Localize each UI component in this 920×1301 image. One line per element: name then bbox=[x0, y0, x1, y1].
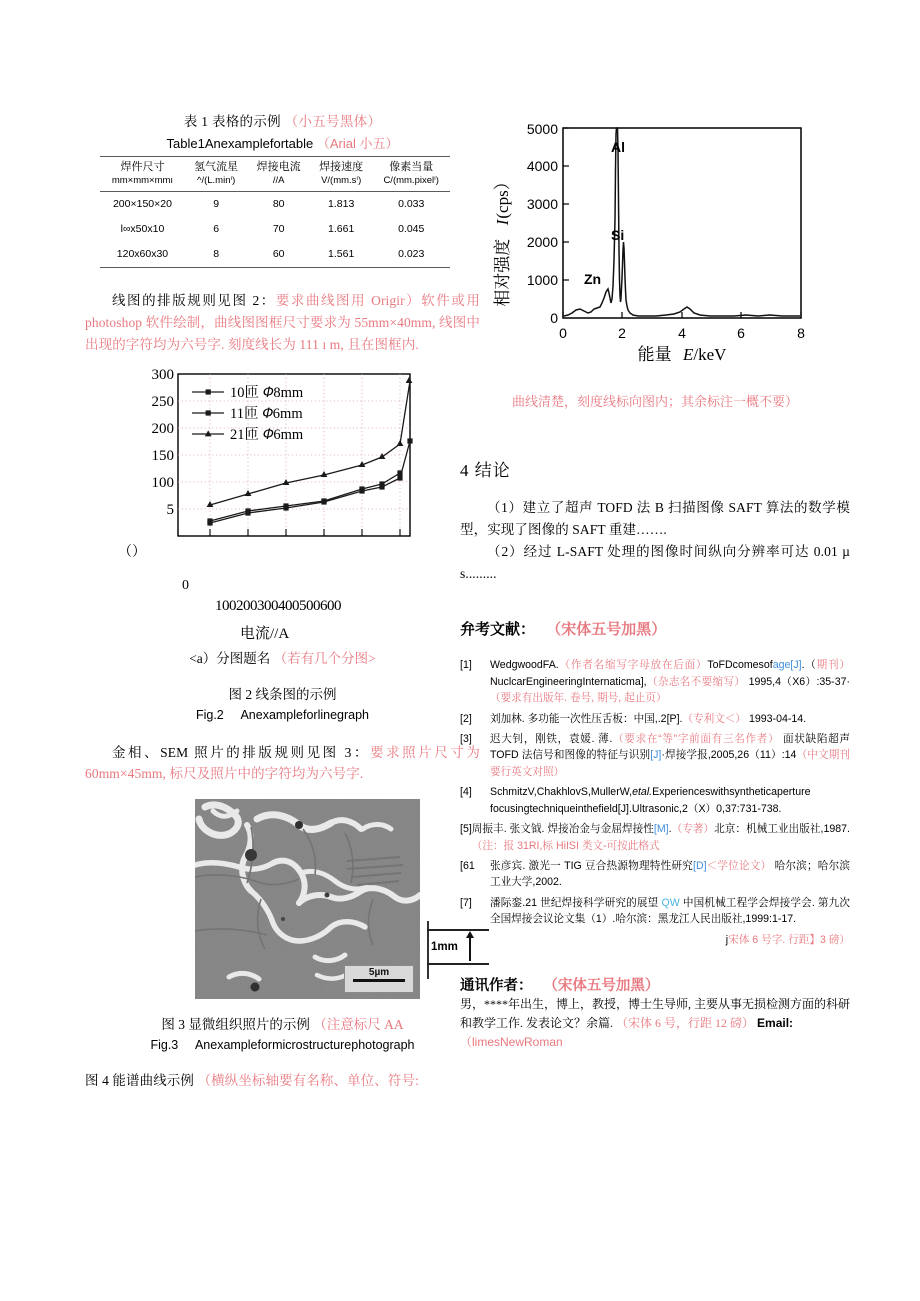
peak-label-si: Si bbox=[611, 227, 625, 243]
table-header-cell bbox=[100, 157, 185, 192]
reference-run: . bbox=[668, 823, 672, 836]
reference-item bbox=[460, 784, 850, 817]
table-cell: 60 bbox=[247, 242, 310, 268]
reference-text bbox=[490, 731, 850, 780]
svg-text:200: 200 bbox=[151, 420, 174, 437]
reference-run: （中文期刊要行英文对照） bbox=[490, 749, 850, 778]
references-heading-red: （宋体五号加黑） bbox=[546, 622, 667, 639]
micrograph-block bbox=[195, 799, 458, 999]
paragraph-linegraph-rules bbox=[85, 290, 480, 356]
spectrum-figure bbox=[460, 110, 845, 365]
reference-run: [M] bbox=[653, 823, 669, 836]
reference-item bbox=[460, 657, 850, 706]
header-line-1: 焊接速度 bbox=[319, 161, 364, 173]
corresponding-author-body bbox=[460, 995, 850, 1053]
table-cell: 0.023 bbox=[372, 242, 450, 268]
corresponding-author-format-note: （宋体 6 号，行距 12 磅） bbox=[616, 1016, 755, 1031]
figure-3-label: Fig.3 bbox=[150, 1038, 179, 1053]
table-title-en-note: （Arial 小五） bbox=[316, 136, 399, 151]
spectrum-x-ticks bbox=[559, 325, 805, 341]
references-footnote bbox=[460, 932, 850, 948]
reference-run: ·焊接学报,2005,26（11）:14 bbox=[661, 749, 797, 762]
paragraph-photo-red: 要求照片尺寸为 60mm×45mm, 标尺及照片中的字符均为六号字. bbox=[85, 744, 480, 782]
table-cell: l∞x50x10 bbox=[120, 223, 165, 236]
paragraph-photo-black: 金相、SEM 照片的排版规则见图 3： bbox=[112, 744, 371, 760]
references-footnote-red: 宋体 6 号字. 行距】3 磅） bbox=[728, 933, 850, 946]
table-header-cell bbox=[185, 157, 248, 192]
references-heading-black: 弁考文献： bbox=[460, 622, 536, 639]
email-label: Email: bbox=[757, 1016, 794, 1031]
table-1-block bbox=[85, 110, 480, 268]
section-4-title: 结论 bbox=[474, 461, 511, 480]
table-cell: 1.813 bbox=[328, 198, 355, 211]
references-footnote-black: j bbox=[725, 933, 729, 946]
chart-zero-label: 0 bbox=[182, 577, 189, 593]
reference-number: [4] bbox=[460, 786, 472, 799]
reference-run: ＜学位论文） bbox=[706, 859, 772, 872]
figure-3-caption-en bbox=[85, 1038, 480, 1052]
section-4-number: 4 bbox=[460, 461, 470, 480]
left-column bbox=[85, 110, 480, 1092]
svg-text:4: 4 bbox=[678, 325, 686, 341]
reference-number: [1] bbox=[460, 659, 472, 672]
corresponding-author-heading bbox=[460, 974, 850, 995]
reference-number: [2] bbox=[460, 712, 472, 725]
reference-text bbox=[490, 895, 850, 928]
svg-text:6: 6 bbox=[737, 325, 745, 341]
svg-text:5: 5 bbox=[166, 501, 174, 518]
reference-run: （专著） bbox=[671, 823, 715, 836]
table-row bbox=[100, 242, 450, 268]
header-line-2: //A bbox=[272, 174, 285, 186]
reference-run: 北京：机械工业出版社,1987. bbox=[714, 823, 851, 836]
paragraph-red-part: 要求曲线图用 Origir）软件或用 photoshop 软件绘制，曲线图图框尺寸要求为 55mm×40mm, 线图中出现的字符均为六号字. 刻度线长为 111 ı m, 且在图框内. bbox=[85, 293, 480, 352]
reference-run: 1993-04-14. bbox=[746, 712, 807, 725]
figure-3-caption-black: 图 3 显微组织照片的示例 bbox=[161, 1017, 310, 1033]
reference-run: 张彦宾. 激光一 TIG 豆合热源物理特性研究 bbox=[490, 859, 693, 872]
header-line-1: 像素当量 bbox=[389, 161, 434, 173]
reference-text bbox=[472, 821, 850, 854]
table-cell: 1.561 bbox=[310, 242, 373, 268]
chart-legend bbox=[192, 384, 304, 443]
spectrum-plot-frame bbox=[563, 128, 801, 318]
reference-run: 潘际銮.21 世纪焊接科学研究的展望 bbox=[490, 896, 662, 909]
table-row bbox=[100, 192, 450, 218]
reference-run: （要求有出版年. 卷号, 期号, 起止页） bbox=[490, 692, 667, 705]
reference-run: 周振丰. 张文钺. 焊接冶金与金屈焊接性 bbox=[471, 823, 654, 836]
table-header-cell bbox=[310, 157, 373, 192]
mm-label: 1mm bbox=[431, 941, 458, 954]
reference-run: ToFDcomesof bbox=[707, 659, 773, 672]
reference-run: 中国机械工程学会焊接学会. 第九次全国焊接会议论文集（1）.哈尔滨：黑龙江人民出版社,1999:1-17. bbox=[490, 896, 850, 926]
reference-number: [3] bbox=[460, 733, 472, 746]
reference-run: [D] bbox=[693, 859, 707, 872]
chart-legend-label-1: 10匝 𝛷8mm bbox=[230, 384, 304, 401]
right-column bbox=[460, 110, 850, 1053]
figure-2-label: Fig.2 bbox=[195, 707, 224, 722]
svg-text:150: 150 bbox=[151, 447, 174, 464]
references-list bbox=[460, 657, 850, 927]
reference-run: （要求在“等”字前面有三名作者） bbox=[612, 733, 780, 746]
scale-bar-line bbox=[353, 979, 405, 982]
subfigure-caption bbox=[85, 647, 480, 667]
line-chart bbox=[118, 366, 420, 642]
header-line-2: C/(mm.pixelⁱ) bbox=[383, 174, 439, 186]
reference-run: QW bbox=[661, 896, 680, 909]
svg-text:8: 8 bbox=[797, 325, 805, 341]
reference-run: WedgwoodFA. bbox=[490, 659, 559, 672]
subfigure-caption-red: （若有几个分图> bbox=[273, 650, 376, 666]
table-cell: 8 bbox=[185, 242, 248, 268]
reference-run: （作者名缩写字母放在后面） bbox=[558, 659, 708, 672]
spectrum-svg bbox=[460, 110, 845, 365]
header-line-2: mm×mm×mmı bbox=[111, 174, 174, 186]
figure-4-note bbox=[85, 1070, 480, 1092]
reference-number: [5] bbox=[460, 823, 472, 836]
reference-run: （专利文＜） bbox=[682, 712, 747, 725]
figure-2-title-en: Anexampleforlinegraph bbox=[240, 707, 370, 722]
chart-legend-label-2: 11匝 𝛷6mm bbox=[230, 405, 303, 422]
table-cell: 80 bbox=[272, 198, 285, 211]
paragraph-photo-rules bbox=[85, 742, 480, 786]
reference-run: NuclcarEngineeringInternaticma], bbox=[490, 675, 647, 688]
spectrum-caption-red: 曲线清楚，刻度线标向图内；其余标注一概不要） bbox=[511, 394, 798, 409]
reference-run: （杂志名不要缩写） bbox=[646, 675, 746, 688]
svg-text:2: 2 bbox=[618, 325, 626, 341]
table-row bbox=[100, 217, 450, 242]
figure-2-caption-en bbox=[85, 708, 480, 722]
scale-bar bbox=[344, 965, 414, 993]
table-title-en bbox=[85, 133, 480, 152]
svg-text:2000: 2000 bbox=[526, 234, 558, 250]
email-note: （limesNewRoman bbox=[460, 1035, 563, 1050]
figure-2-caption-cn: 图 2 线条图的示例 bbox=[228, 686, 337, 702]
corresponding-author-text: 男，****年出生，博上，教授，博士生导师, 主要从事无损检测方面的科研和教学工作. 发表论文？余篇. bbox=[460, 996, 851, 1031]
header-line-1: 焊件尺寸 bbox=[120, 161, 165, 173]
svg-text:100: 100 bbox=[151, 474, 174, 491]
table-header-cell bbox=[247, 157, 310, 192]
reference-run: 刘加林. 多功能一次性压舌板：中国,.2[P]. bbox=[490, 712, 683, 725]
svg-text:0: 0 bbox=[550, 310, 558, 326]
reference-run: Experienceswithsyntheticaperture focusingtechniqueinthefield[J].Ultrasonic,2（X）0,37:731-738. bbox=[490, 786, 811, 815]
table-title-cn-note: （小五号黑体） bbox=[284, 114, 382, 129]
svg-text:300: 300 bbox=[151, 366, 174, 383]
reference-run: 迟大钊，刚铁，袁媛. 薄. bbox=[490, 733, 613, 746]
micrograph-image bbox=[195, 799, 420, 999]
table-title-en-text: Table1Anexamplefortable bbox=[166, 136, 314, 151]
table-cell: 9 bbox=[213, 198, 220, 211]
svg-text:5000: 5000 bbox=[526, 121, 558, 137]
conclusion-item-2: （2）经过 L-SAFT 处理的图像时间纵向分辨率可达 0.01 µ s......... bbox=[460, 543, 850, 581]
reference-text bbox=[490, 858, 850, 891]
corresponding-author-note: （宋体五号加黑） bbox=[543, 977, 660, 994]
reference-run: 期刊） bbox=[816, 659, 851, 672]
chart-legend-label-3: 21匝 𝛷6mm bbox=[230, 426, 304, 443]
scale-bar-label: 5µm bbox=[368, 967, 390, 979]
svg-text:1000: 1000 bbox=[526, 272, 558, 288]
svg-text:0: 0 bbox=[559, 325, 567, 341]
svg-text:250: 250 bbox=[151, 393, 174, 410]
reference-run: SchmitzV,ChakhlovS,MullerW, bbox=[490, 786, 633, 799]
reference-run: 面状缺陷超声 TOFD 法信号和图像的特征与识别 bbox=[490, 733, 850, 762]
reference-run: [J] bbox=[650, 749, 662, 762]
reference-number: [61 bbox=[460, 859, 475, 872]
paragraph-black-part: 线图的排版规则见图 2： bbox=[112, 293, 276, 309]
subfigure-caption-black: <a）分图题名 bbox=[189, 650, 271, 666]
spectrum-x-axis-title: 能量 E/keV bbox=[637, 345, 727, 365]
spectrum-y-ticks bbox=[527, 121, 558, 326]
corresponding-author-label: 通讯作者： bbox=[460, 977, 533, 994]
header-line-2: ^/(L.minⁱ) bbox=[196, 174, 236, 186]
table-cell: 0.033 bbox=[398, 198, 425, 211]
figure-3-caption-cn bbox=[85, 1013, 480, 1033]
reference-item bbox=[460, 711, 850, 727]
table-cell: 200×150×20 bbox=[112, 198, 172, 211]
chart-stray-paren: （） bbox=[118, 544, 146, 560]
table-cell: 70 bbox=[272, 223, 285, 236]
reference-run: 1995,4（X6）:35-37· bbox=[745, 675, 851, 688]
svg-text:3000: 3000 bbox=[526, 196, 558, 212]
table-cell: 6 bbox=[213, 223, 220, 236]
reference-item bbox=[460, 821, 850, 854]
chart-x-axis-title: 电流//A bbox=[240, 625, 290, 642]
example-table bbox=[100, 156, 450, 268]
table-cell: 1.661 bbox=[328, 223, 355, 236]
header-line-2: V/(mm.sⁱ) bbox=[321, 174, 362, 186]
reference-item bbox=[460, 731, 850, 780]
reference-item bbox=[460, 858, 850, 891]
reference-number: [7] bbox=[460, 896, 472, 909]
reference-item bbox=[460, 895, 850, 928]
reference-text bbox=[490, 784, 850, 817]
reference-run: etal. bbox=[632, 786, 653, 799]
header-line-1: 焊接电流 bbox=[256, 161, 301, 173]
table-cell: 0.045 bbox=[398, 223, 425, 236]
line-chart-svg bbox=[120, 366, 420, 571]
reference-run: （注：报 31RI,标 HiISI 类文-可按此格式 bbox=[471, 839, 660, 852]
chart-x-tick-labels: 100200300400500600 bbox=[215, 597, 341, 614]
peak-label-al: Al bbox=[611, 139, 625, 155]
figure-4-note-red: （横纵坐标轴要有名称、单位、符号: bbox=[197, 1073, 419, 1089]
spectrum-y-axis-title bbox=[493, 173, 513, 306]
table-header-cell bbox=[372, 157, 450, 192]
chart-y-ticks bbox=[152, 367, 175, 518]
reference-run: .（ bbox=[801, 659, 817, 672]
figure-3-title-en: Anexampleformicrostructurephotograph bbox=[194, 1038, 415, 1053]
table-title-cn-text: 表 1 表格的示例 bbox=[183, 114, 281, 129]
peak-label-zn: Zn bbox=[584, 271, 602, 287]
reference-text bbox=[490, 711, 850, 727]
svg-text:相对强度 I(cps）: 相对强度 I(cps） bbox=[493, 173, 513, 307]
table-title-cn bbox=[85, 110, 480, 130]
reference-text bbox=[490, 657, 850, 706]
references-heading bbox=[460, 618, 850, 639]
reference-run: age[J] bbox=[772, 659, 802, 672]
conclusion-item-1: （1）建立了超声 TOFD 法 B 扫描图像 SAFT 算法的数学模型，实现了图像的 SAFT 重建……. bbox=[460, 500, 850, 537]
reference-run: 哈尔滨；哈尔滨工业大学,2002. bbox=[490, 859, 851, 889]
section-4-heading bbox=[460, 456, 850, 481]
svg-text:4000: 4000 bbox=[526, 158, 558, 174]
header-line-1: 氢气流星 bbox=[194, 161, 239, 173]
figure-3-caption-red: （注意标尺 AA bbox=[313, 1017, 404, 1033]
table-cell: 120x60x30 bbox=[100, 242, 185, 268]
figure-4-note-black: 图 4 能谱曲线示例 bbox=[85, 1073, 194, 1089]
